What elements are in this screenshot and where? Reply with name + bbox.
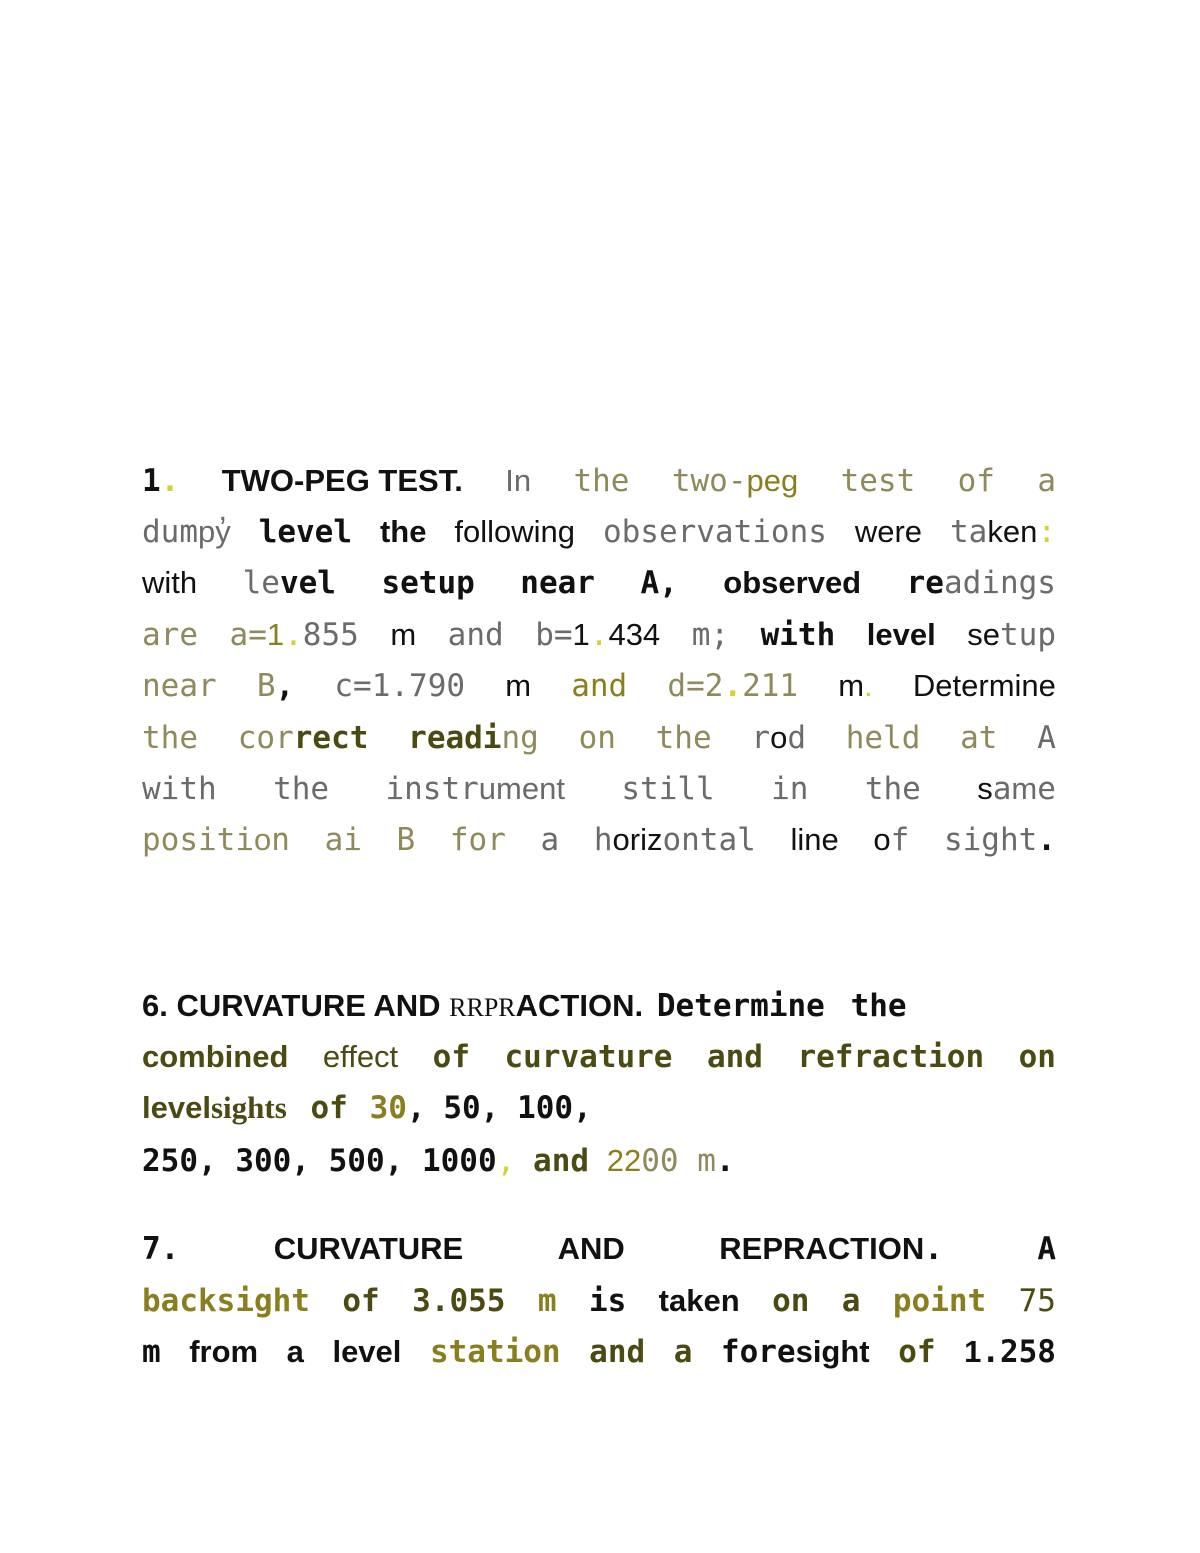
- problem-1-line-5: near B, c=1.790 m and d=2.211 m. Determine: [142, 668, 1056, 704]
- problem-6-line-1: 6. CURVATURE AND RRPRACTION. Determine the: [142, 988, 907, 1024]
- problem-1-line-7: with the instrument still in the same: [142, 771, 1056, 807]
- problem-1-line-6: the correct reading on the rod held at A: [142, 720, 1056, 756]
- problem-7-line-3: m from a level station and a foresight of 1.258: [142, 1334, 1056, 1370]
- problem-7-line-2: backsight of 3.055 m is taken on a point 75: [142, 1283, 1056, 1319]
- problem-1-line-3: with level setup near A, observed readings: [142, 565, 1056, 601]
- problem-1-line-1: 1. TWO-PEG TEST. In the two-peg test of a: [142, 463, 1056, 499]
- problem-6-line-2: combined effect of curvature and refraction on: [142, 1039, 1056, 1075]
- problem-1-line-2: dumpy̓ level the following observations were taken:: [142, 514, 1056, 550]
- problem-1-line-8: position ai B for a horizontal line of sight.: [142, 822, 1056, 858]
- problem-6-line-3: levelsights of 30, 50, 100,: [142, 1090, 592, 1126]
- problem-6-line-4: 250, 300, 500, 1000, and 2200 m.: [142, 1143, 735, 1179]
- problem-7-line-1: 7. CURVATURE AND REPRACTION. A: [142, 1231, 1056, 1267]
- problem-1-line-4: are a=1.855 m and b=1.434 m; with level setup: [142, 617, 1056, 653]
